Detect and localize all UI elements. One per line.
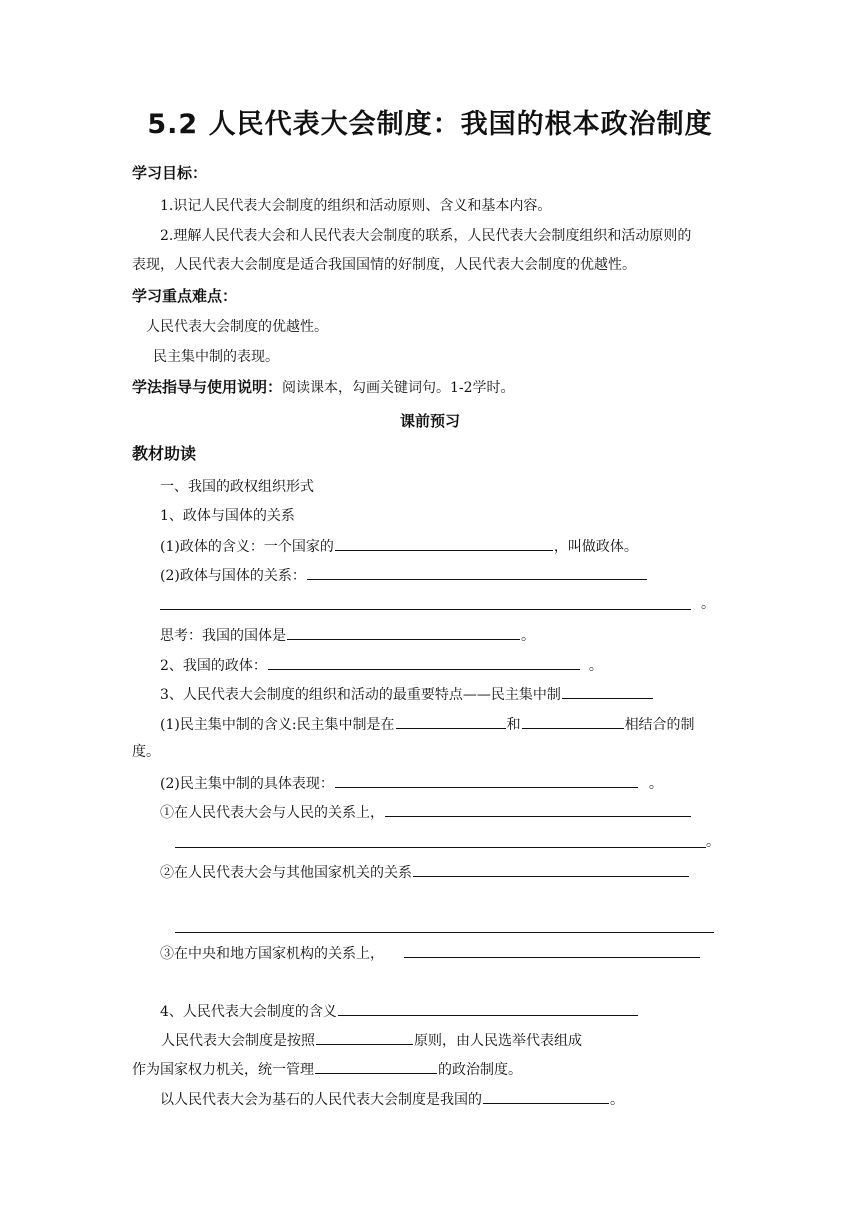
objectives-heading: 学习目标：: [132, 164, 208, 182]
page-title: 5.2 人民代表大会制度：我国的根本政治制度: [147, 109, 713, 140]
subsection-2-prefix: 2、我国的政体：: [160, 658, 267, 674]
section-1-title: 一、我国的政权组织形式: [160, 479, 314, 495]
answer-blank[interactable]: [413, 861, 689, 877]
question-1: [160, 535, 638, 557]
answer-blank[interactable]: [315, 1058, 437, 1074]
definition-line-2: [132, 1058, 522, 1080]
answer-blank[interactable]: [268, 654, 580, 670]
dc-1-line-2: 度。: [132, 744, 160, 760]
relation-1-prefix: ①在人民代表大会与人民的关系上，: [160, 805, 384, 821]
reading-heading: 教材助读: [132, 444, 197, 463]
answer-line[interactable]: [160, 609, 691, 610]
objective-item-2-line-1: 2.理解人民代表大会和人民代表大会制度的联系，人民代表大会制度组织和活动原则的: [160, 228, 692, 244]
subsection-3: [160, 683, 654, 705]
key-point-1: 人民代表大会制度的优越性。: [146, 319, 328, 335]
answer-blank[interactable]: [287, 624, 520, 640]
base-statement: [160, 1088, 624, 1110]
subsection-2-suffix: 。: [588, 658, 603, 674]
subsection-1: 1、政体与国体的关系: [160, 508, 295, 524]
think-question: [160, 624, 535, 646]
relation-3-prefix: ③在中央和地方国家机构的关系上，: [160, 946, 384, 962]
key-points-heading: 学习重点难点：: [132, 287, 238, 305]
answer-blank[interactable]: [338, 1000, 638, 1016]
definition-2-prefix: 作为国家权力机关，统一管理: [132, 1062, 314, 1078]
dc-question-2: [160, 772, 663, 794]
answer-blank[interactable]: [562, 683, 653, 699]
subsection-3-text: 3、人民代表大会制度的组织和活动的最重要特点——民主集中制: [160, 687, 561, 703]
answer-blank[interactable]: [396, 713, 506, 729]
relation-1-end: 。: [706, 834, 720, 850]
subsection-4: [160, 1000, 639, 1022]
answer-blank[interactable]: [316, 1029, 413, 1045]
dc-question-1: [160, 713, 695, 735]
definition-1-prefix: 人民代表大会制度是按照: [161, 1033, 315, 1049]
relation-3: [160, 942, 701, 964]
key-point-2: 民主集中制的表现。: [153, 349, 279, 365]
method-heading: 学法指导与使用说明：: [132, 378, 283, 396]
question-1-suffix: ，叫做政体。: [553, 539, 638, 555]
base-prefix: 以人民代表大会为基石的人民代表大会制度是我国的: [160, 1092, 482, 1108]
objective-item-1: 1.识记人民代表大会制度的组织和活动原则、含义和基本内容。: [160, 198, 552, 214]
answer-line[interactable]: [175, 932, 714, 933]
subsection-2: [160, 654, 603, 676]
relation-1: [160, 801, 692, 823]
relation-2: [160, 861, 690, 883]
subsection-4-prefix: 4、人民代表大会制度的含义: [160, 1004, 337, 1020]
answer-blank[interactable]: [404, 942, 700, 958]
question-1-prefix: (1)政体的含义：一个国家的: [160, 539, 334, 555]
method-line: [132, 377, 515, 398]
dc-1-mid: 和: [506, 717, 521, 733]
dc-1-prefix: (1)民主集中制的含义:民主集中制是在: [160, 717, 395, 733]
preview-heading: 课前预习: [399, 412, 460, 430]
answer-blank[interactable]: [483, 1088, 609, 1104]
dc-2-suffix: 。: [648, 776, 663, 792]
question-2-prefix: (2)政体与国体的关系：: [160, 568, 306, 584]
definition-1-suffix: 原则，由人民选举代表组成: [414, 1033, 582, 1049]
question-2: [160, 564, 648, 586]
think-prefix: 思考：我国的国体是: [160, 628, 286, 644]
question-2-end: 。: [701, 596, 715, 612]
answer-blank[interactable]: [335, 535, 553, 551]
base-suffix: 。: [610, 1092, 624, 1108]
objective-item-2-line-2: 表现，人民代表大会制度是适合我国国情的好制度，人民代表大会制度的优越性。: [132, 257, 636, 273]
definition-line-1: [161, 1029, 582, 1051]
answer-blank[interactable]: [335, 772, 638, 788]
method-text: 阅读课本，勾画关键词句。1-2学时。: [282, 380, 515, 396]
dc-2-prefix: (2)民主集中制的具体表现：: [160, 776, 334, 792]
answer-line[interactable]: [175, 847, 706, 848]
relation-2-prefix: ②在人民代表大会与其他国家机关的关系: [160, 865, 412, 881]
definition-2-suffix: 的政治制度。: [438, 1062, 522, 1078]
answer-blank[interactable]: [307, 564, 647, 580]
think-suffix: 。: [521, 628, 535, 644]
dc-1-suffix: 相结合的制: [624, 717, 695, 733]
answer-blank[interactable]: [385, 801, 691, 817]
answer-blank[interactable]: [522, 713, 624, 729]
